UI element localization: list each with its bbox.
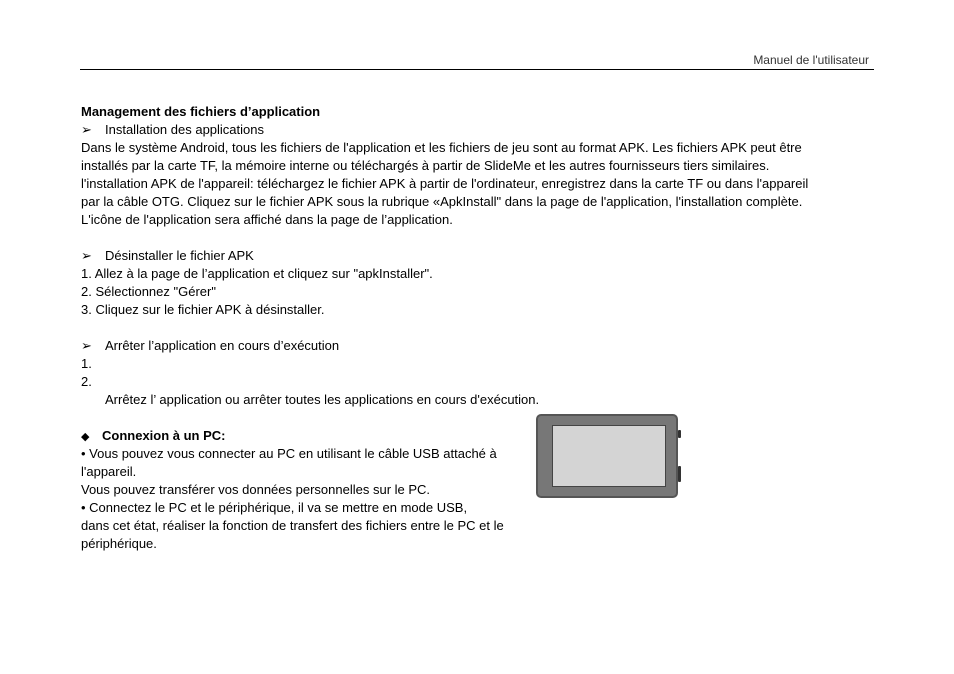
page-content bbox=[81, 103, 871, 553]
pc-heading: Connexion à un PC: bbox=[102, 428, 226, 443]
uninstall-heading: Désinstaller le fichier APK bbox=[105, 248, 254, 263]
install-line: installés par la carte TF, la mémoire interne ou téléchargés à partir de SlideMe et les autres fournisseurs tiers similaires. bbox=[81, 158, 770, 173]
uninstall-heading-row bbox=[81, 247, 871, 265]
tablet-button bbox=[678, 430, 681, 438]
pc-heading-row bbox=[81, 427, 871, 445]
tablet-button bbox=[678, 466, 681, 482]
tablet-screen bbox=[552, 425, 666, 487]
stop-step: 1. bbox=[81, 356, 92, 371]
install-heading-row bbox=[81, 121, 871, 139]
install-line: l'installation APK de l'appareil: téléchargez le fichier APK à partir de l'ordinateur, enregistrez dans la carte TF ou dans l'appareil bbox=[81, 176, 809, 191]
install-heading: Installation des applications bbox=[105, 122, 264, 137]
install-line: Dans le système Android, tous les fichiers de l'application et les fichiers de jeu sont au format APK. Les fichiers APK peut être bbox=[81, 140, 802, 155]
uninstall-step: 3. Cliquez sur le fichier APK à désinstaller. bbox=[81, 302, 325, 317]
tablet-illustration bbox=[536, 414, 678, 498]
pc-line: Vous pouvez transférer vos données personnelles sur le PC. bbox=[81, 482, 431, 497]
uninstall-step: 2. Sélectionnez "Gérer" bbox=[81, 284, 216, 299]
pc-line: l'appareil. bbox=[81, 464, 137, 479]
diamond-bullet-icon: ◆ bbox=[81, 431, 90, 443]
section-title: Management des fichiers d’application bbox=[81, 104, 321, 119]
stop-heading: Arrêter l’application en cours d’exécution bbox=[105, 338, 340, 353]
header-title: Manuel de l'utilisateur bbox=[753, 53, 869, 67]
pc-line: périphérique. bbox=[81, 536, 157, 551]
pc-connection-block bbox=[81, 427, 871, 553]
arrow-bullet-icon: ➢ bbox=[81, 122, 92, 137]
arrow-bullet-icon: ➢ bbox=[81, 338, 92, 353]
pc-line: • Vous pouvez vous connecter au PC en utilisant le câble USB attaché à bbox=[81, 446, 497, 461]
uninstall-step: 1. Allez à la page de l’application et cliquez sur "apkInstaller". bbox=[81, 266, 433, 281]
install-line: par la câble OTG. Cliquez sur le fichier APK sous la rubrique «ApkInstall" dans la page de l'application, l'installation complète. bbox=[81, 194, 803, 209]
stop-step: 2. bbox=[81, 374, 92, 389]
arrow-bullet-icon: ➢ bbox=[81, 248, 92, 263]
install-line: L'icône de l'application sera affiché dans la page de l’application. bbox=[81, 212, 453, 227]
stop-heading-row bbox=[81, 337, 871, 355]
header-divider bbox=[80, 69, 874, 70]
pc-line: • Connectez le PC et le périphérique, il va se mettre en mode USB, bbox=[81, 500, 468, 515]
stop-note: Arrêtez l’ application ou arrêter toutes les applications en cours d'exécution. bbox=[105, 392, 540, 407]
pc-line: dans cet état, réaliser la fonction de transfert des fichiers entre le PC et le bbox=[81, 518, 504, 533]
